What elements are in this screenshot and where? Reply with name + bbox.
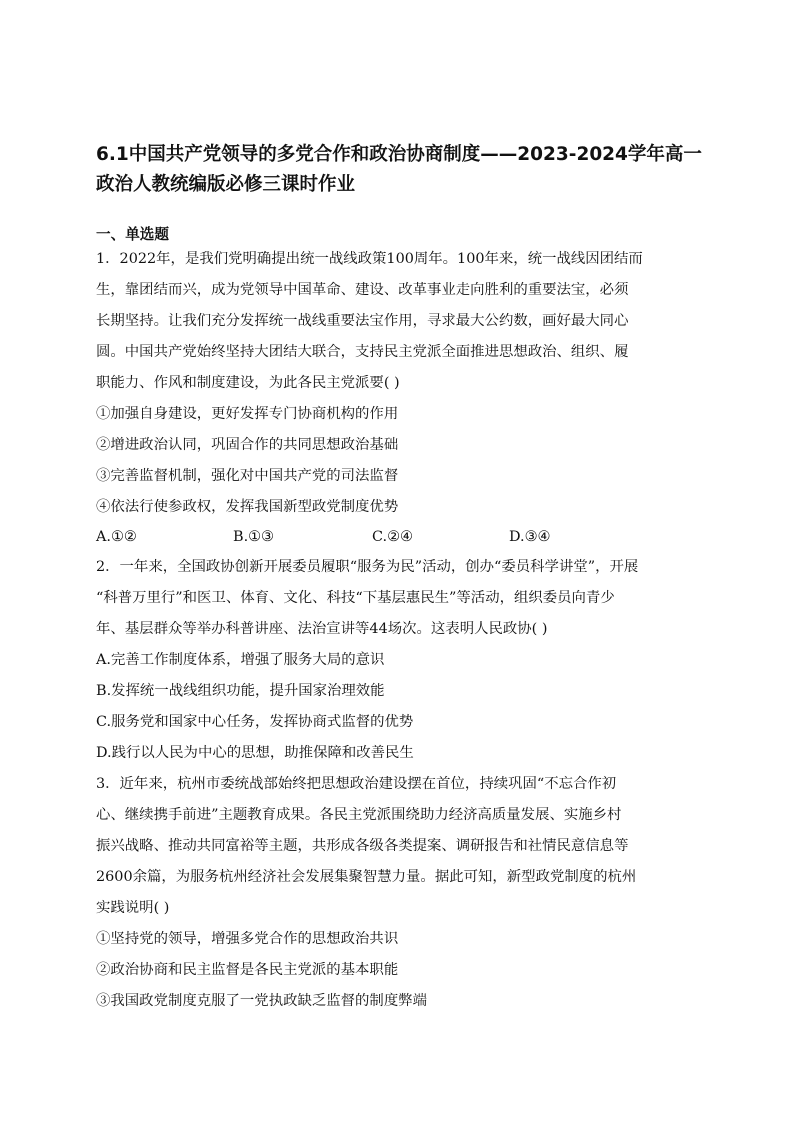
q2-line: 2．一年来，全国政协创新开展委员履职“服务为民”活动，创办“委员科学讲堂”，开展 (96, 559, 639, 575)
q2-option-c[interactable]: C.服务党和国家中心任务，发挥协商式监督的优势 (96, 714, 414, 730)
q1-option-b[interactable]: B.①③ (233, 529, 274, 545)
q3-line: 实践说明( ) (96, 900, 170, 916)
q2-line: “科普万里行”和医卫、体育、文化、科技“下基层惠民生”等活动，组织委员向青少 (96, 590, 615, 606)
q1-option-c[interactable]: C.②④ (372, 529, 413, 545)
q1-line: 生，靠团结而兴，成为党领导中国革命、建设、改革事业走向胜利的重要法宝，必须 (96, 282, 629, 298)
q1-statement: ③完善监督机制，强化对中国共产党的司法监督 (96, 468, 399, 484)
q3-line: 心、继续携手前进”主题教育成果。各民主党派围绕助力经济高质量发展、实施乡村 (96, 807, 622, 823)
q3-statement: ②政治协商和民主监督是各民主党派的基本职能 (96, 962, 399, 978)
q1-line: 长期坚持。让我们充分发挥统一战线重要法宝作用，寻求最大公约数，画好最大同心 (96, 313, 629, 329)
q1-statement: ④依法行使参政权，发挥我国新型政党制度优势 (96, 499, 399, 515)
q1-option-a[interactable]: A.①② (96, 529, 137, 545)
q2-option-b[interactable]: B.发挥统一战线组织功能，提升国家治理效能 (96, 683, 385, 699)
q1-option-d[interactable]: D.③④ (509, 529, 551, 545)
q1-statement: ②增进政治认同，巩固合作的共同思想政治基础 (96, 437, 399, 453)
page-title: 6.1中国共产党领导的多党合作和政治协商制度——2023-2024学年高一政治人教统编版必修三课时作业 (96, 144, 702, 195)
q1-line: 职能力、作风和制度建设，为此各民主党派要( ) (96, 375, 400, 391)
q3-statement: ①坚持党的领导，增强多党合作的思想政治共识 (96, 931, 399, 947)
q1-options (96, 527, 596, 549)
q3-line: 2600余篇，为服务杭州经济社会发展集聚智慧力量。据此可知，新型政党制度的杭州 (96, 869, 637, 885)
q1-line: 圆。中国共产党始终坚持大团结大联合，支持民主党派全面推进思想政治、组织、履 (96, 344, 629, 360)
q2-option-a[interactable]: A.完善工作制度体系，增强了服务大局的意识 (96, 652, 385, 668)
q1-line: 1．2022年，是我们党明确提出统一战线政策100周年。100年来，统一战线因团结而 (96, 251, 643, 267)
section-heading: 一、单选题 (96, 226, 169, 243)
q2-line: 年、基层群众等举办科普讲座、法治宣讲等44场次。这表明人民政协( ) (96, 621, 548, 637)
q1-statement: ①加强自身建设，更好发挥专门协商机构的作用 (96, 406, 399, 422)
q3-line: 3．近年来，杭州市委统战部始终把思想政治建设摆在首位，持续巩固“不忘合作初 (96, 776, 617, 792)
q3-statement: ③我国政党制度克服了一党执政缺乏监督的制度弊端 (96, 993, 427, 1009)
q3-line: 振兴战略、推动共同富裕等主题，共形成各级各类提案、调研报告和社情民意信息等 (96, 838, 629, 854)
q2-option-d[interactable]: D.践行以人民为中心的思想，助推保障和改善民生 (96, 745, 414, 761)
